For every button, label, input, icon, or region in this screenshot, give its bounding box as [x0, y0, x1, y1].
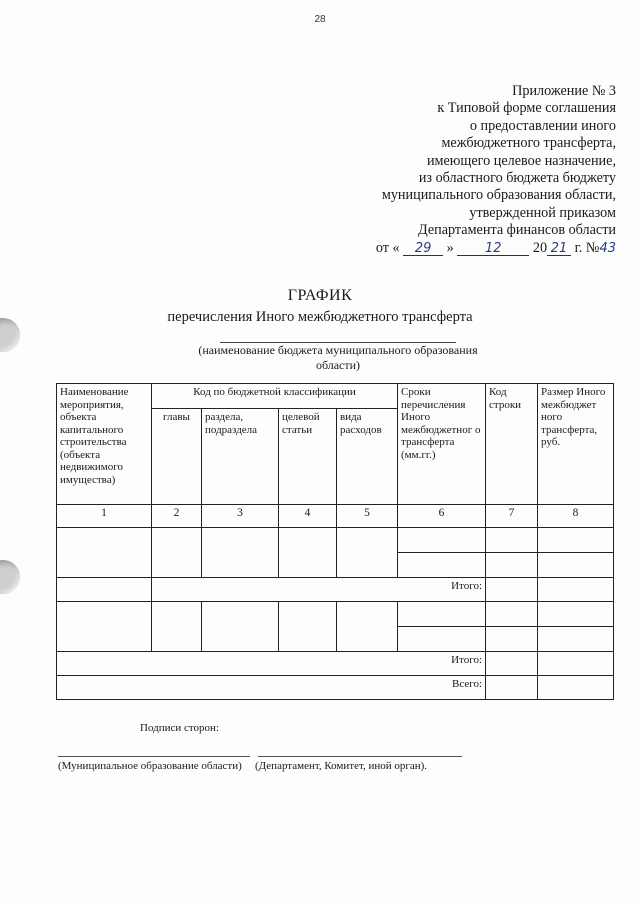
table-cell[interactable]	[486, 627, 538, 652]
header-name: Наименование мероприятия, объекта капитального строительства (объекта недвижимого имущества)	[57, 384, 152, 505]
date-year-prefix: 20	[532, 239, 548, 256]
table-cell[interactable]	[398, 627, 486, 652]
header-razdela: раздела, подраздела	[202, 409, 279, 505]
punch-hole	[0, 560, 20, 594]
signature-caption-municipality: (Муниципальное образование области)	[58, 760, 242, 772]
date-suffix: г. №	[574, 239, 600, 256]
table-cell[interactable]	[538, 528, 614, 553]
transfer-schedule-table	[56, 383, 614, 700]
column-number: 6	[398, 505, 486, 528]
table-cell[interactable]	[279, 528, 337, 578]
date-year: 21	[547, 242, 571, 256]
table-cell[interactable]	[279, 602, 337, 652]
appendix-line: о предоставлении иного	[469, 117, 616, 134]
header-vida: вида расходов	[337, 409, 398, 505]
table-cell[interactable]	[486, 553, 538, 578]
appendix-line: Приложение № 3	[512, 83, 616, 99]
table-cell[interactable]	[538, 676, 614, 700]
vsego-label: Всего:	[57, 676, 486, 700]
column-number: 1	[57, 505, 152, 528]
table-cell[interactable]	[57, 602, 152, 652]
header-celevoy: целевой статьи	[279, 409, 337, 505]
table-cell[interactable]	[486, 578, 538, 602]
table-cell[interactable]	[398, 553, 486, 578]
appendix-block	[376, 83, 616, 257]
table-cell[interactable]	[486, 602, 538, 627]
table-cell[interactable]	[398, 528, 486, 553]
document-title: ГРАФИК	[287, 287, 353, 304]
column-number: 4	[279, 505, 337, 528]
order-date-line	[376, 240, 616, 257]
table-cell[interactable]	[398, 602, 486, 627]
header-code-group: Код по бюджетной классификации	[152, 384, 398, 409]
column-number: 8	[538, 505, 614, 528]
table-cell[interactable]	[486, 676, 538, 700]
header-razmer: Размер Иного межбюджет ного трансферта, руб.	[538, 384, 614, 505]
table-cell[interactable]	[57, 578, 152, 602]
budget-caption: (наименование бюджета муниципального образования области)	[198, 343, 478, 372]
itogo-label: Итого:	[57, 652, 486, 676]
header-glavy: главы	[152, 409, 202, 505]
date-day: 29	[403, 242, 443, 256]
column-number: 7	[486, 505, 538, 528]
appendix-line: межбюджетного трансферта,	[441, 135, 616, 152]
table-cell[interactable]	[337, 602, 398, 652]
table-cell[interactable]	[538, 602, 614, 627]
table-cell[interactable]	[57, 528, 152, 578]
table-cell[interactable]	[202, 602, 279, 652]
date-month: 12	[457, 242, 529, 256]
table-cell[interactable]	[202, 528, 279, 578]
signature-line-department	[258, 756, 462, 757]
appendix-line: к Типовой форме соглашения	[437, 100, 616, 117]
signature-caption-department: (Департамент, Комитет, иной орган).	[255, 760, 428, 772]
table-cell[interactable]	[538, 627, 614, 652]
column-number: 3	[202, 505, 279, 528]
signatures-title: Подписи сторон:	[140, 722, 220, 734]
table-cell[interactable]	[152, 602, 202, 652]
table-cell[interactable]	[486, 528, 538, 553]
table-cell[interactable]	[152, 528, 202, 578]
column-number: 2	[152, 505, 202, 528]
table-cell[interactable]	[486, 652, 538, 676]
appendix-line: имеющего целевое назначение,	[426, 152, 616, 169]
header-sroki: Сроки перечисления Иного межбюджетног о трансферта (мм.гг.)	[398, 384, 486, 505]
itogo-label: Итого:	[152, 578, 486, 602]
order-number: 43	[599, 240, 616, 256]
date-mid: »	[446, 239, 454, 256]
document-subtitle: перечисления Иного межбюджетного трансферта	[167, 309, 473, 325]
table-cell[interactable]	[538, 553, 614, 578]
appendix-line: муниципального образования области,	[381, 187, 616, 204]
appendix-line: из областного бюджета бюджету	[418, 170, 616, 187]
table-cell[interactable]	[538, 578, 614, 602]
table-cell[interactable]	[337, 528, 398, 578]
header-kod-stroki: Код строки	[486, 384, 538, 505]
appendix-line: утвержденной приказом	[469, 204, 616, 221]
appendix-line: Департамента финансов области	[417, 222, 616, 239]
date-prefix: от «	[375, 239, 400, 256]
page-number: 28	[314, 14, 326, 25]
table-cell[interactable]	[538, 652, 614, 676]
signature-line-municipality	[58, 756, 250, 757]
column-number: 5	[337, 505, 398, 528]
